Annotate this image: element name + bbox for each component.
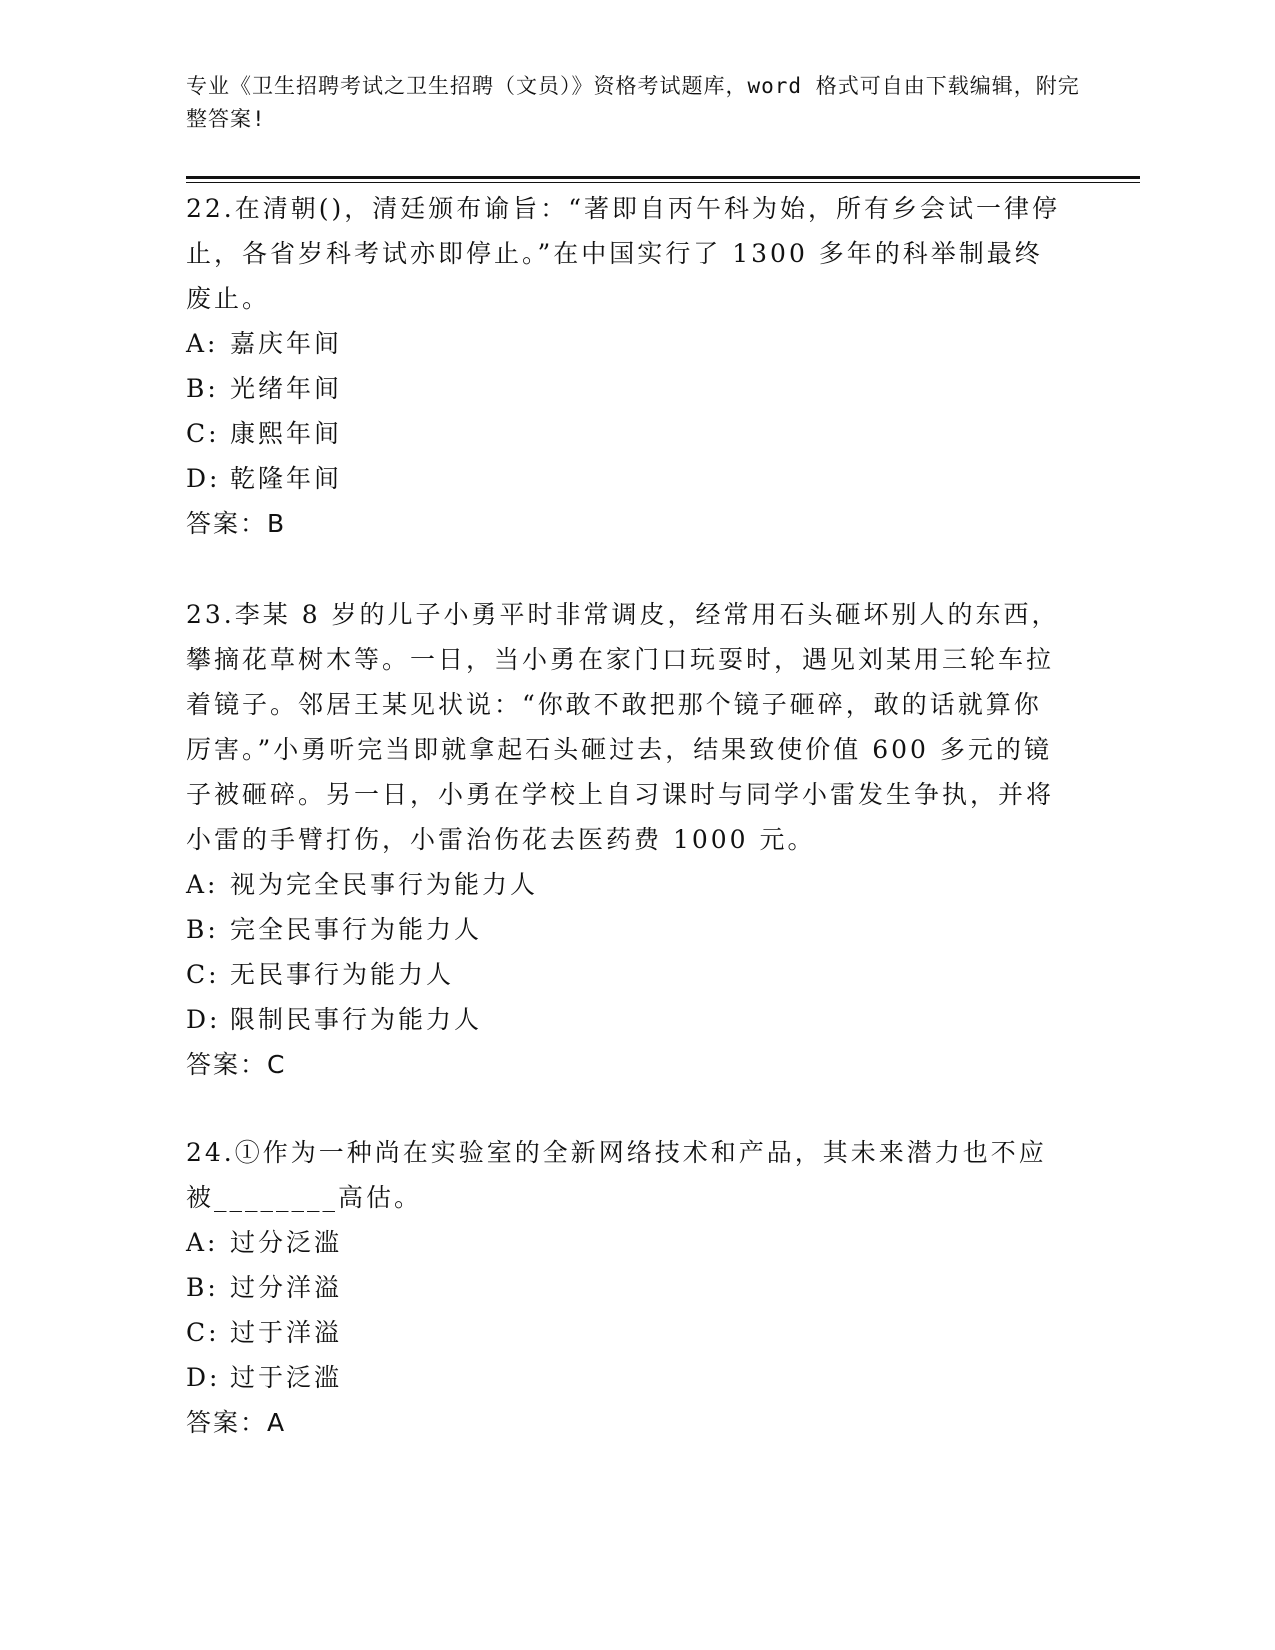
option-text: 嘉庆年间 bbox=[230, 329, 343, 358]
option-letter: D: bbox=[186, 464, 221, 493]
option-letter: B: bbox=[186, 374, 219, 403]
question-stem: 24.①作为一种尚在实验室的全新网络技术和产品，其未来潜力也不应被________高估。 bbox=[186, 1138, 1047, 1212]
question-stem: 23.李某 8 岁的儿子小勇平时非常调皮，经常用石头砸坏别人的东西，攀摘花草树木等。一日，当小勇在家门口玩耍时，遇见刘某用三轮车拉着镜子。邻居王某见状说：“你敢不敢把那个镜子砸碎，敢的话就算你厉害。”小勇听完当即就拿起石头砸过去，结果致使价值 600 多元的镜子被砸碎。另一日，小勇在学校上自习课时与同学小雷发生争执，并将小雷的手臂打伤，小雷治伤花去医药费 1000 元。 bbox=[186, 600, 1060, 854]
option-letter: D: bbox=[186, 1005, 221, 1034]
option-letter: A: bbox=[186, 1228, 219, 1257]
question-22 bbox=[186, 186, 1066, 547]
header-divider-thin bbox=[186, 182, 1140, 183]
option-a bbox=[186, 321, 1066, 366]
header-divider-thick bbox=[186, 176, 1140, 179]
option-d bbox=[186, 997, 1066, 1042]
question-stem: 22.在清朝()，清廷颁布谕旨：“著即自丙午科为始，所有乡会试一律停止，各省岁科考试亦即停止。”在中国实行了 1300 多年的科举制最终废止。 bbox=[186, 194, 1061, 313]
option-letter: C: bbox=[186, 960, 220, 989]
answer-line: 答案：B bbox=[186, 509, 287, 538]
option-text: 过于泛滥 bbox=[230, 1363, 343, 1392]
answer-line: 答案：A bbox=[186, 1408, 287, 1437]
option-letter: C: bbox=[186, 419, 220, 448]
question-24 bbox=[186, 1130, 1066, 1446]
option-text: 康熙年间 bbox=[230, 419, 343, 448]
option-a bbox=[186, 1220, 1066, 1265]
option-text: 限制民事行为能力人 bbox=[230, 1005, 483, 1034]
option-c bbox=[186, 1310, 1066, 1355]
answer-line: 答案：C bbox=[186, 1050, 287, 1079]
option-b bbox=[186, 366, 1066, 411]
option-text: 过分洋溢 bbox=[230, 1273, 343, 1302]
option-text: 视为完全民事行为能力人 bbox=[230, 870, 539, 899]
option-b bbox=[186, 1265, 1066, 1310]
option-b bbox=[186, 907, 1066, 952]
option-d bbox=[186, 1355, 1066, 1400]
question-23 bbox=[186, 592, 1066, 1088]
option-text: 光绪年间 bbox=[230, 374, 343, 403]
option-text: 完全民事行为能力人 bbox=[230, 915, 483, 944]
option-letter: B: bbox=[186, 1273, 219, 1302]
option-c bbox=[186, 952, 1066, 997]
option-letter: A: bbox=[186, 329, 219, 358]
option-text: 无民事行为能力人 bbox=[230, 960, 455, 989]
option-letter: C: bbox=[186, 1318, 220, 1347]
option-letter: B: bbox=[186, 915, 219, 944]
option-c bbox=[186, 411, 1066, 456]
option-d bbox=[186, 456, 1066, 501]
option-letter: A: bbox=[186, 870, 219, 899]
option-text: 过分泛滥 bbox=[230, 1228, 343, 1257]
option-text: 过于洋溢 bbox=[230, 1318, 343, 1347]
option-letter: D: bbox=[186, 1363, 221, 1392]
option-text: 乾隆年间 bbox=[230, 464, 343, 493]
document-header: 专业《卫生招聘考试之卫生招聘（文员）》资格考试题库，word 格式可自由下载编辑，附完整答案! bbox=[186, 74, 1080, 131]
option-a bbox=[186, 862, 1066, 907]
